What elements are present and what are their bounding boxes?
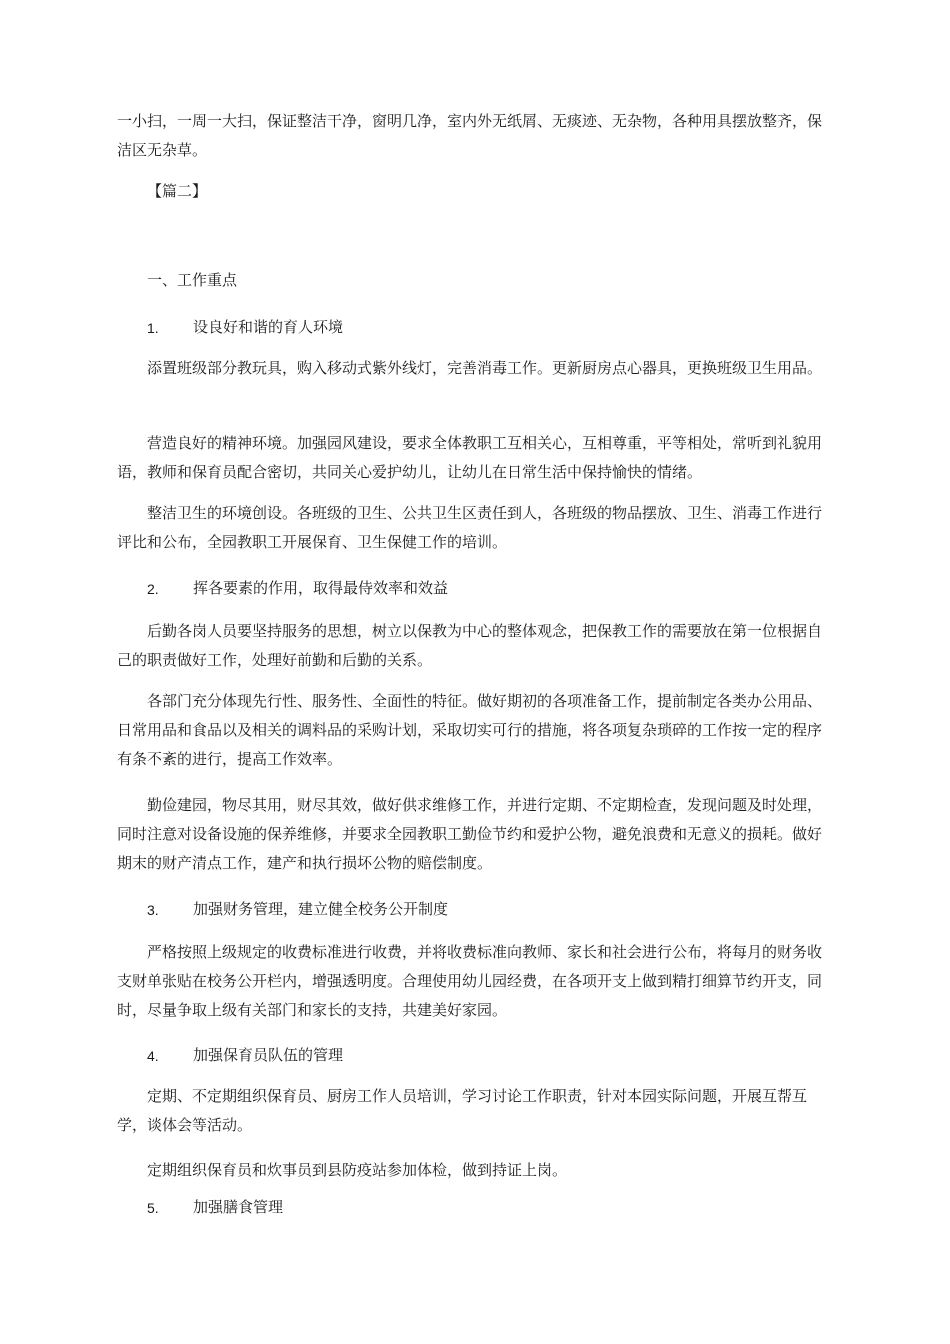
item-title: 加强保育员队伍的管理 (193, 1046, 344, 1064)
body-paragraph: 严格按照上级规定的收费标准进行收费，并将收费标准向教师、家长和社会进行公布，将每月的财务收支财单张贴在校务公开栏内，增强透明度。合理使用幼儿园经费，在各项开支上做到精打细算节约开支，同时，尽量争取上级有关部门和家长的支持，共建美好家园。 (117, 943, 823, 1019)
body-paragraph: 后勤各岗人员要坚持服务的思想，树立以保教为中心的整体观念，把保教工作的需要放在第一位根据自己的职责做好工作，处理好前勤和后勤的关系。 (117, 622, 823, 669)
item-number: 4. (147, 1048, 159, 1064)
body-paragraph: 定期、不定期组织保育员、厨房工作人员培训，学习讨论工作职责，针对本园实际问题，开展互帮互学，谈体会等活动。 (117, 1087, 808, 1134)
item-number: 5. (147, 1200, 159, 1216)
intro-paragraph: 一小扫，一周一大扫，保证整洁干净，窗明几净，室内外无纸屑、无痰迹、无杂物，各种用具摆放整齐，保洁区无杂草。 (117, 112, 823, 159)
item-title: 设良好和谐的育人环境 (193, 318, 344, 336)
body-paragraph: 定期组织保育员和炊事员到县防疫站参加体检，做到持证上岗。 (147, 1161, 568, 1179)
body-paragraph: 勤俭建园，物尽其用，财尽其效，做好供求维修工作，并进行定期、不定期检查，发现问题及时处理，同时注意对设备设施的保养维修，并要求全园教职工勤俭节约和爱护公物，避免浪费和无意义的损耗。做好期末的财产清点工作，建产和执行损坏公物的赔偿制度。 (117, 796, 823, 872)
body-paragraph: 营造良好的精神环境。加强园风建设，要求全体教职工互相关心，互相尊重，平等相处，常听到礼貌用语，教师和保育员配合密切，共同关心爱护幼儿，让幼儿在日常生活中保持愉快的情绪。 (117, 434, 823, 481)
body-paragraph: 添置班级部分教玩具，购入移动式紫外线灯，完善消毒工作。更新厨房点心器具，更换班级卫生用品。 (147, 359, 823, 377)
item-number: 1. (147, 320, 159, 336)
section-heading: 一、工作重点 (147, 271, 238, 289)
body-paragraph: 整洁卫生的环境创设。各班级的卫生、公共卫生区责任到人，各班级的物品摆放、卫生、消毒工作进行评比和公布，全园教职工开展保育、卫生保健工作的培训。 (117, 504, 823, 551)
part-heading: 【篇二】 (147, 182, 208, 200)
item-number: 2. (147, 581, 159, 597)
item-title: 挥各要素的作用，取得最侍效率和效益 (193, 579, 449, 597)
body-paragraph: 各部门充分体现先行性、服务性、全面性的特征。做好期初的各项准备工作，提前制定各类办公用品、日常用品和食品以及相关的调料品的采购计划，采取切实可行的措施，将各项复杂琐碎的工作按一定的程序有条不紊的进行，提高工作效率。 (117, 692, 823, 768)
item-title: 加强财务管理，建立健全校务公开制度 (193, 900, 449, 918)
item-title: 加强膳食管理 (193, 1198, 284, 1216)
item-number: 3. (147, 902, 159, 918)
